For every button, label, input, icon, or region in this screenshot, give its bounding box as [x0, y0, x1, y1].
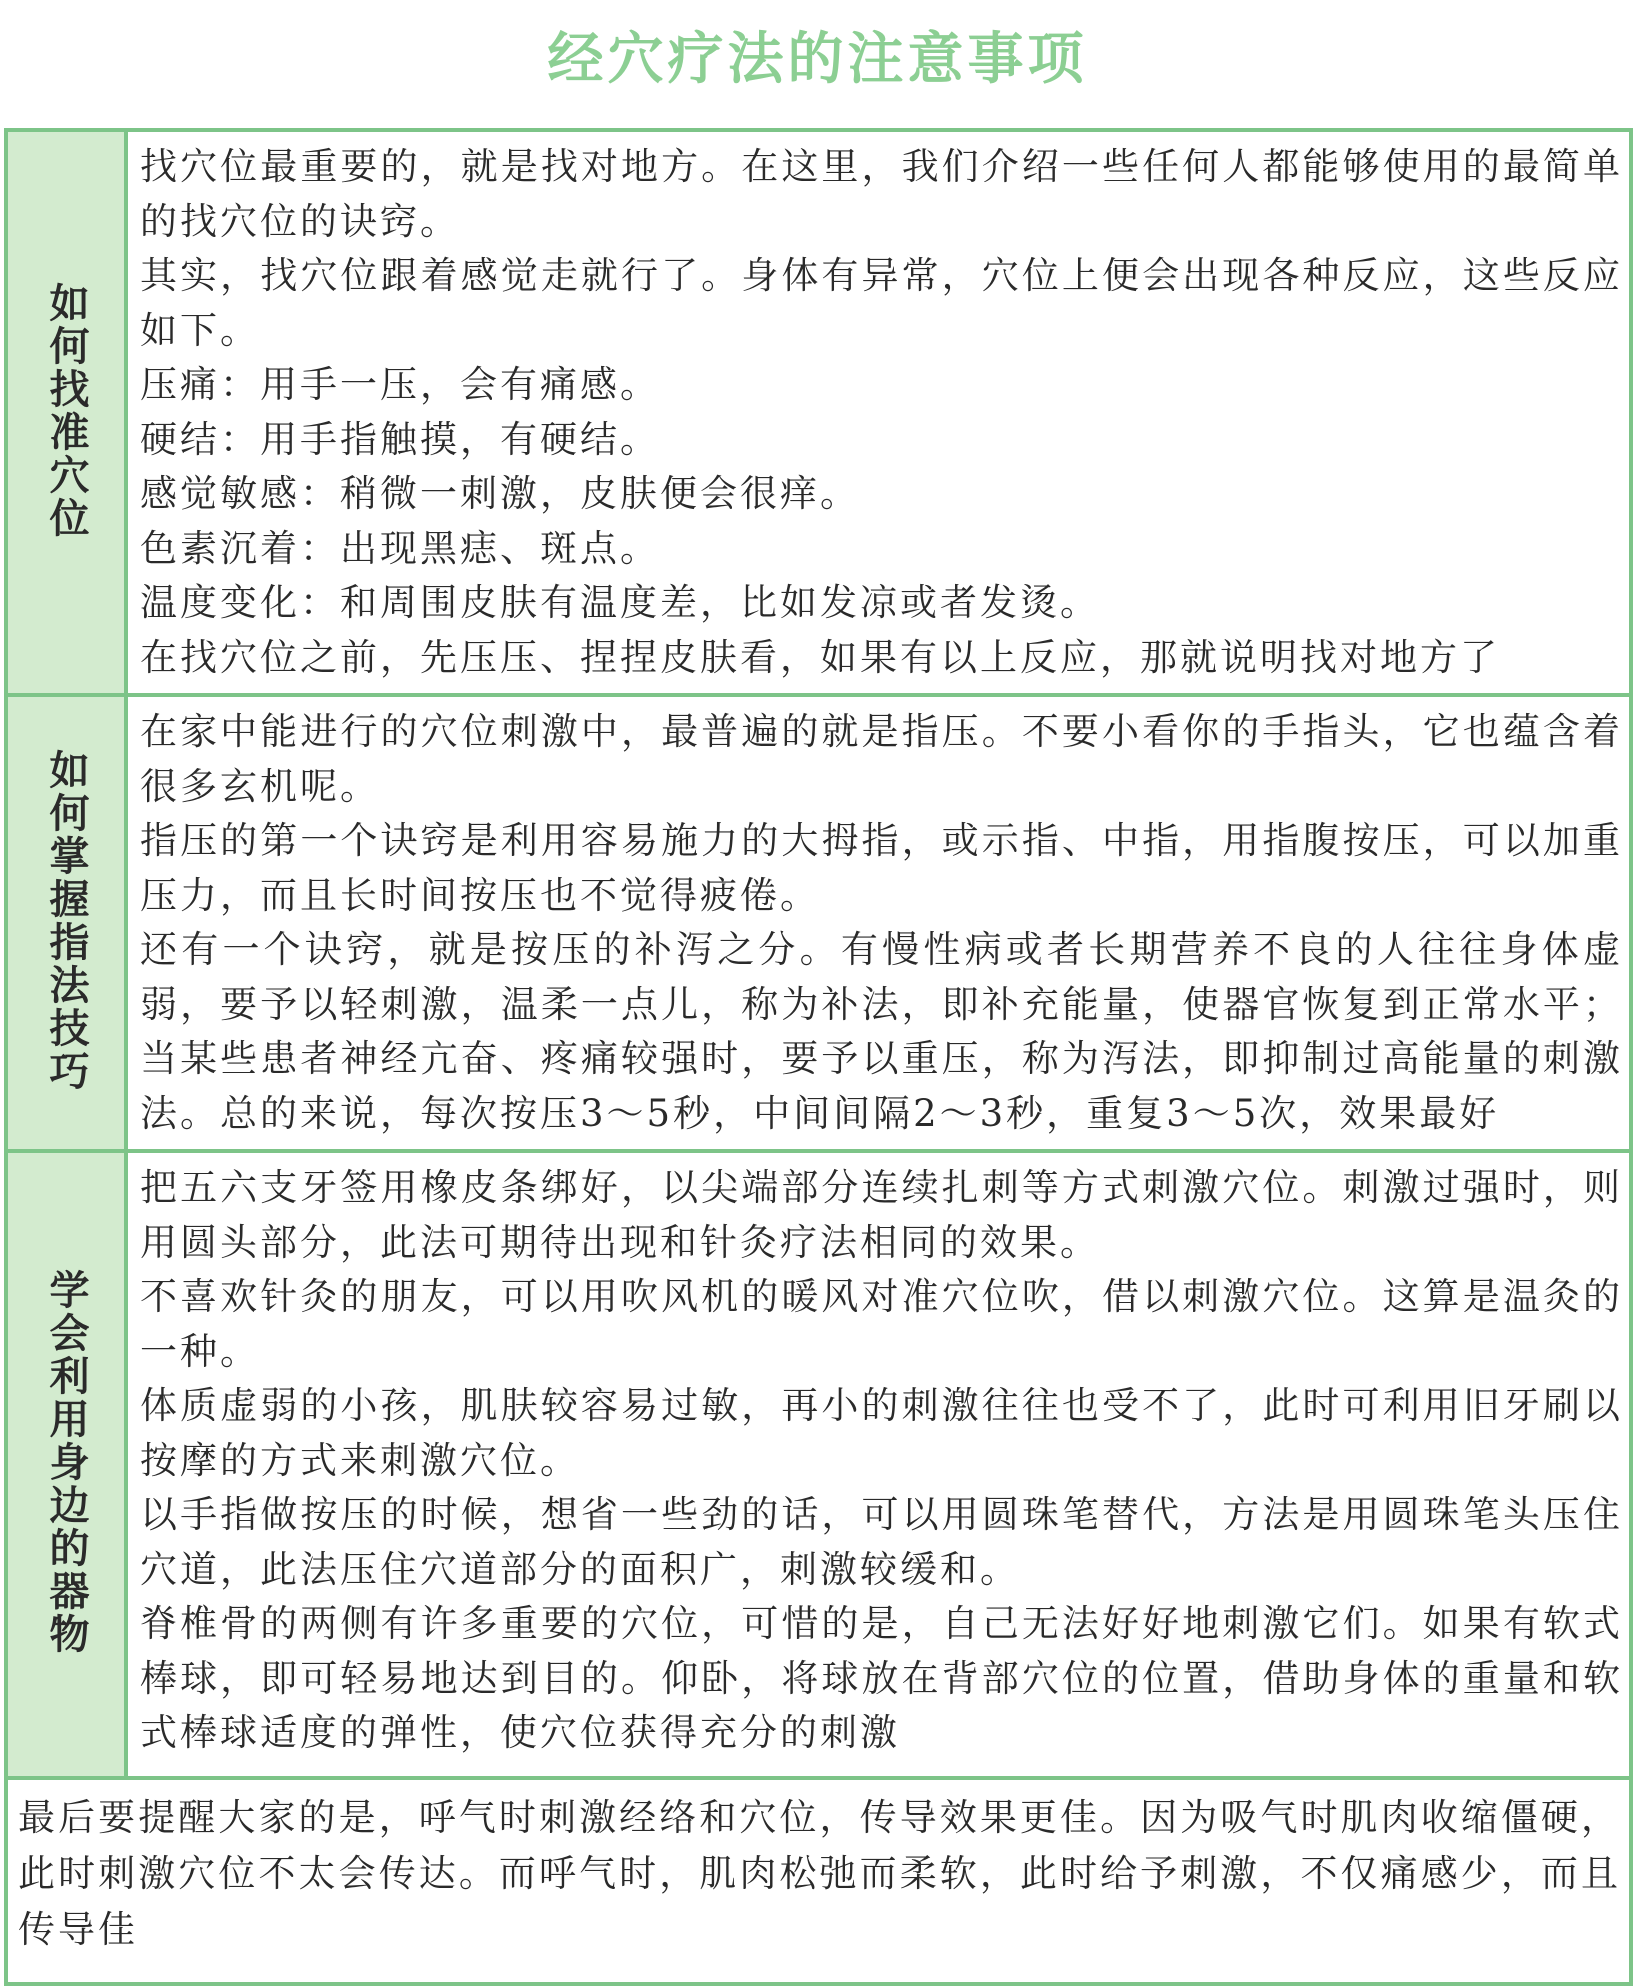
section-label-cell	[6, 695, 126, 1151]
section-label: 如何找准穴位	[43, 281, 89, 540]
paragraph: 体质虚弱的小孩，肌肤较容易过敏，再小的刺激往往也受不了，此时可利用旧牙刷以按摩的方式来刺激穴位。	[140, 1384, 1623, 1482]
footer-note	[6, 1778, 1631, 1984]
paragraph: 其实，找穴位跟着感觉走就行了。身体有异常，穴位上便会出现各种反应，这些反应如下。	[140, 254, 1623, 352]
paragraph: 脊椎骨的两侧有许多重要的穴位，可惜的是，自己无法好好地刺激它们。如果有软式棒球，即可轻易地达到目的。仰卧，将球放在背部穴位的位置，借助身体的重量和软式棒球适度的弹性，使穴位获得充分的刺激	[140, 1602, 1623, 1754]
paragraph: 在家中能进行的穴位刺激中，最普遍的就是指压。不要小看你的手指头，它也蕴含着很多玄机呢。	[140, 710, 1623, 808]
section-label-cell	[6, 130, 126, 695]
section-label: 如何掌握指法技巧	[43, 749, 89, 1093]
section-content	[126, 695, 1631, 1151]
paragraph: 不喜欢针灸的朋友，可以用吹风机的暖风对准穴位吹，借以刺激穴位。这算是温灸的一种。	[140, 1275, 1623, 1373]
section-row-finger-technique	[6, 695, 1631, 1151]
paragraph: 色素沉着：出现黑痣、斑点。	[140, 526, 660, 570]
paragraph: 以手指做按压的时候，想省一些劲的话，可以用圆珠笔替代，方法是用圆珠笔头压住穴道，此法压住穴道部分的面积广，刺激较缓和。	[140, 1493, 1623, 1591]
footer-row	[6, 1778, 1631, 1984]
paragraph: 感觉敏感：稍微一刺激，皮肤便会很痒。	[140, 472, 860, 515]
footer-text: 最后要提醒大家的是，呼气时刺激经络和穴位，传导效果更佳。因为吸气时肌肉收缩僵硬，此时刺激穴位不太会传达。而呼气时，肌肉松弛而柔软，此时给予刺激，不仅痛感少，而且传导佳	[18, 1796, 1621, 1951]
paragraph: 把五六支牙签用橡皮条绑好，以尖端部分连续扎刺等方式刺激穴位。刺激过强时，则用圆头部分，此法可期待出现和针灸疗法相同的效果。	[140, 1166, 1623, 1264]
paragraph: 硬结：用手指触摸，有硬结。	[140, 417, 660, 461]
paragraph: 还有一个诀窍，就是按压的补泻之分。有慢性病或者长期营养不良的人往往身体虚弱，要予以轻刺激，温柔一点儿，称为补法，即补充能量，使器官恢复到正常水平；当某些患者神经亢奋、疼痛较强时，要予以重压，称为泻法，即抑制过高能量的刺激法。总的来说，每次按压3～5秒，中间间隔2～3秒，重复3～5次，效果最好	[140, 928, 1623, 1135]
paragraph: 温度变化：和周围皮肤有温度差，比如发凉或者发烫。	[140, 581, 1100, 624]
section-row-everyday-tools	[6, 1151, 1631, 1778]
notes-table	[4, 128, 1633, 1986]
paragraph: 指压的第一个诀窍是利用容易施力的大拇指，或示指、中指，用指腹按压，可以加重压力，而且长时间按压也不觉得疲倦。	[140, 819, 1623, 917]
section-content	[126, 130, 1631, 695]
section-label-cell	[6, 1151, 126, 1778]
section-row-find-acupoints	[6, 130, 1631, 695]
section-content	[126, 1151, 1631, 1778]
paragraph: 找穴位最重要的，就是找对地方。在这里，我们介绍一些任何人都能够使用的最简单的找穴位的诀窍。	[140, 145, 1623, 243]
section-label: 学会利用身边的器物	[43, 1269, 89, 1656]
page-title: 经穴疗法的注意事项	[547, 27, 1088, 92]
paragraph: 在找穴位之前，先压压、捏捏皮肤看，如果有以上反应，那就说明找对地方了	[140, 635, 1500, 679]
paragraph: 压痛：用手一压，会有痛感。	[140, 363, 660, 406]
